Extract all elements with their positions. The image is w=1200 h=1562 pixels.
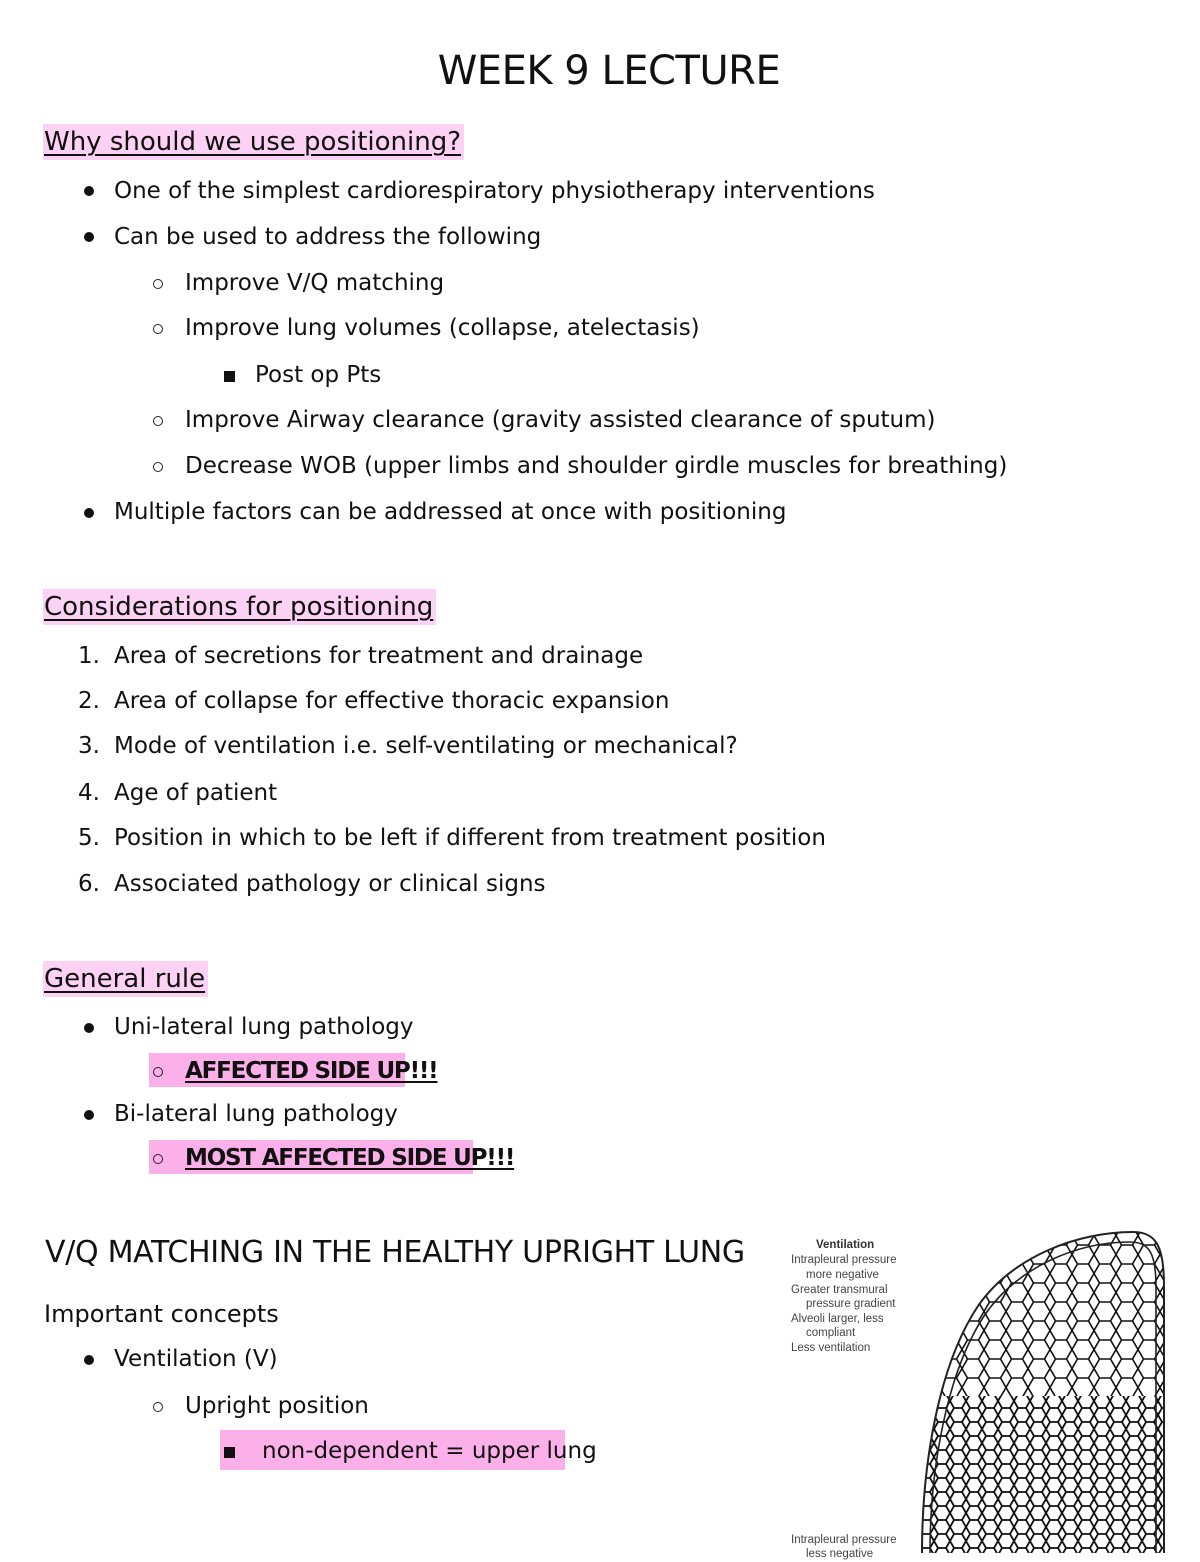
bullet-icon (84, 186, 94, 196)
figure-caption-line: Greater transmural (791, 1284, 888, 1296)
list-number: 4. (78, 780, 100, 806)
figure-caption-line: pressure gradient (806, 1298, 896, 1310)
sub-bullet-text: Decrease WOB (upper limbs and shoulder girdle muscles for breathing) (185, 453, 1008, 479)
sub-bullet-text: Upright position (185, 1393, 369, 1419)
sub-sub-bullet-text: Post op Pts (255, 362, 382, 388)
sub-bullet-icon (153, 1154, 163, 1164)
subheading: Important concepts (44, 1300, 279, 1328)
bullet-text: Ventilation (V) (114, 1346, 278, 1372)
list-number: 6. (78, 871, 100, 897)
sub-bullet-text: Improve Airway clearance (gravity assisted clearance of sputum) (185, 407, 936, 433)
lung-alveoli-diagram (918, 1226, 1170, 1553)
list-item: Area of collapse for effective thoracic expansion (114, 688, 670, 714)
bullet-text: Uni-lateral lung pathology (114, 1014, 414, 1040)
bullet-text: Can be used to address the following (114, 224, 542, 250)
bullet-text: Bi-lateral lung pathology (114, 1101, 398, 1127)
list-number: 5. (78, 825, 100, 851)
list-number: 2. (78, 688, 100, 714)
bullet-icon (84, 508, 94, 518)
sub-bullet-icon (153, 279, 163, 289)
emphasis-text: AFFECTED SIDE UP!!! (185, 1058, 438, 1084)
figure-caption-line: less negative (806, 1548, 874, 1560)
sub-bullet-text: Improve V/Q matching (185, 270, 445, 296)
list-item: Age of patient (114, 780, 278, 806)
sub-bullet-icon (153, 1402, 163, 1412)
figure-caption-line: Intrapleural pressure (791, 1534, 897, 1546)
sub-sub-bullet-text: non-dependent = upper lung (262, 1438, 597, 1464)
sub-bullet-icon (153, 416, 163, 426)
square-bullet-icon (224, 371, 235, 382)
sub-bullet-icon (153, 462, 163, 472)
bullet-text: Multiple factors can be addressed at once with positioning (114, 499, 787, 525)
section-title-vq-matching: V/Q MATCHING IN THE HEALTHY UPRIGHT LUNG (45, 1235, 745, 1270)
figure-caption-line: more negative (806, 1269, 879, 1281)
list-item: Associated pathology or clinical signs (114, 871, 546, 897)
sub-bullet-icon (153, 324, 163, 334)
section-heading-considerations: Considerations for positioning (43, 589, 436, 625)
emphasis-text: MOST AFFECTED SIDE UP!!! (185, 1145, 515, 1171)
bullet-icon (84, 232, 94, 242)
page-title: WEEK 9 LECTURE (437, 48, 781, 94)
sub-bullet-text: Improve lung volumes (collapse, atelectasis) (185, 315, 700, 341)
list-number: 3. (78, 733, 100, 759)
section-heading-general-rule: General rule (43, 961, 208, 997)
list-item: Area of secretions for treatment and drainage (114, 643, 644, 669)
list-number: 1. (78, 643, 100, 669)
figure-caption-line: compliant (806, 1327, 856, 1339)
bullet-icon (84, 1355, 94, 1365)
figure-caption-line: Less ventilation (791, 1342, 871, 1354)
list-item: Mode of ventilation i.e. self-ventilating or mechanical? (114, 733, 738, 759)
sub-bullet-icon (153, 1067, 163, 1077)
list-item: Position in which to be left if different from treatment position (114, 825, 826, 851)
figure-caption-line: Intrapleural pressure (791, 1254, 897, 1266)
bullet-icon (84, 1110, 94, 1120)
bullet-icon (84, 1023, 94, 1033)
figure-label: Ventilation (816, 1239, 875, 1251)
square-bullet-icon (224, 1447, 235, 1458)
bullet-text: One of the simplest cardiorespiratory physiotherapy interventions (114, 178, 875, 204)
section-heading-why-positioning: Why should we use positioning? (43, 124, 464, 160)
figure-caption-line: Alveoli larger, less (791, 1313, 884, 1325)
